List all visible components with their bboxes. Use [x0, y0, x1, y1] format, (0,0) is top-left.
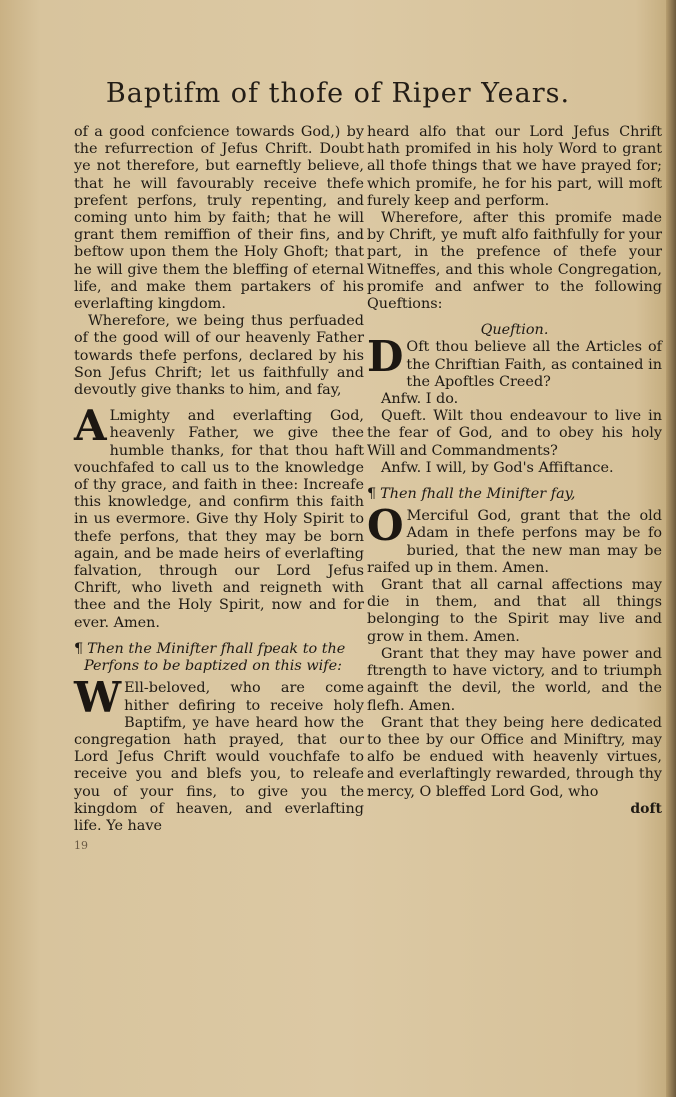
right-rubric-text: Then fhall the Minifter fay, — [380, 486, 576, 503]
merciful-god-prayer-text: Merciful God, grant that the old Adam in thefe perfons may be fo buried, that the new man may be raifed up in them. Amen. — [367, 508, 662, 576]
page-title: Baptifm of thofe of Riper Years. — [105, 78, 571, 109]
right-paragraph-1: heard alfo that our Lord Jefus Chrift hath promifed in his holy Word to grant all thofe things that we have prayed for; which promife, he for his part, will moft furely keep and perform. — [367, 124, 662, 209]
right-column — [367, 124, 662, 818]
left-paragraph-1: of a good confcience towards God,) by the refurrection of Jefus Chrift. Doubt ye not therefore, but earneftly believe, that he will favourably receive thefe prefent perfons, truly repenting, and coming unto him by faith; that he will grant them remiffion of their fins, and beftow upon them the Holy Ghoft; that he will give them the bleffing of eternal life, and make them partakers of his everlafting kingdom. — [74, 124, 364, 313]
right-paragraph-2: Wherefore, after this promife made by Chrift, ye muft alfo faithfully for your part, in the prefence of thefe your Witneffes, and this whole Congregation, promife and anfwer to the following Queftions: — [367, 210, 662, 313]
merciful-god-prayer — [367, 501, 662, 577]
drop-cap-o: O — [367, 501, 404, 551]
left-rubric — [74, 641, 364, 675]
grant-prayer-2: Grant that they may have power and ftrength to have victory, and to triumph againft the devil, the world, and the flefh. Amen. — [367, 645, 662, 714]
question-2: Queft. Wilt thou endeavour to live in the fear of God, and to obey his holy Will and Commandments? — [367, 408, 662, 459]
answer-1: Anfw. I do. — [381, 391, 459, 408]
grant-prayer-1: Grant that all carnal affections may die in them, and that all things belonging to the Spirit may live and grow in them. Amen. — [367, 577, 662, 645]
thanksgiving-prayer — [74, 401, 364, 632]
exhortation-text: Ell-beloved, who are come hither defiring to receive holy Baptifm, ye have heard how the congregation hath prayed, that our Lord Jefus Chrift would vouchfafe to receive you and blefs you, to releafe you of your fins, to give you the kingdom of heaven, and everlafting life. Ye have — [74, 680, 364, 834]
exhortation — [74, 673, 364, 835]
page-binding-edge — [666, 0, 676, 1097]
question-1 — [367, 332, 662, 391]
left-paragraph-2: Wherefore, we being thus perfuaded of the good will of our heavenly Father towards thefe perfons, declared by his Son Jefus Chrift; let us faithfully and devoutly give thanks to him, and fay, — [74, 313, 364, 399]
folio-number: 19 — [74, 839, 88, 853]
drop-cap-w: W — [74, 673, 122, 723]
drop-cap-d: D — [367, 332, 404, 382]
thanksgiving-prayer-text: Lmighty and everlafting God, heavenly Father, we give thee humble thanks, for that thou haft vouchfafed to call us to the knowledge of thy grace, and faith in thee: Increafe this knowledge, and confirm this faith in us evermore. Give thy Holy Spirit to thefe perfons, that they may be born again, and be made heirs of everlafting falvation, through our Lord Jefus Chrift, who liveth and reigneth with thee and the Holy Spirit, now and for ever. Amen. — [74, 408, 364, 631]
left-column — [74, 124, 364, 854]
answer-2: Anfw. I will, by God's Affiftance. — [381, 459, 614, 476]
pilcrow-mark: ¶ — [367, 486, 377, 503]
left-rubric-text: Then the Minifter fhall fpeak to the Perfons to be baptized on this wife: — [84, 640, 346, 675]
catchword: doft — [630, 800, 662, 817]
right-rubric — [367, 486, 662, 503]
grant-prayer-3: Grant that they being here dedicated to thee by our Office and Miniftry, may alfo be endued with heavenly virtues, and everlaftingly rewarded, through thy mercy, O bleffed Lord God, who — [367, 714, 662, 800]
question-heading: Queftion. — [480, 322, 549, 339]
pilcrow-mark: ¶ — [74, 640, 84, 657]
question-1-text: Oft thou believe all the Articles of the Chriftian Faith, as contained in the Apoftles Creed? — [406, 339, 662, 390]
drop-cap-a: A — [74, 401, 107, 451]
